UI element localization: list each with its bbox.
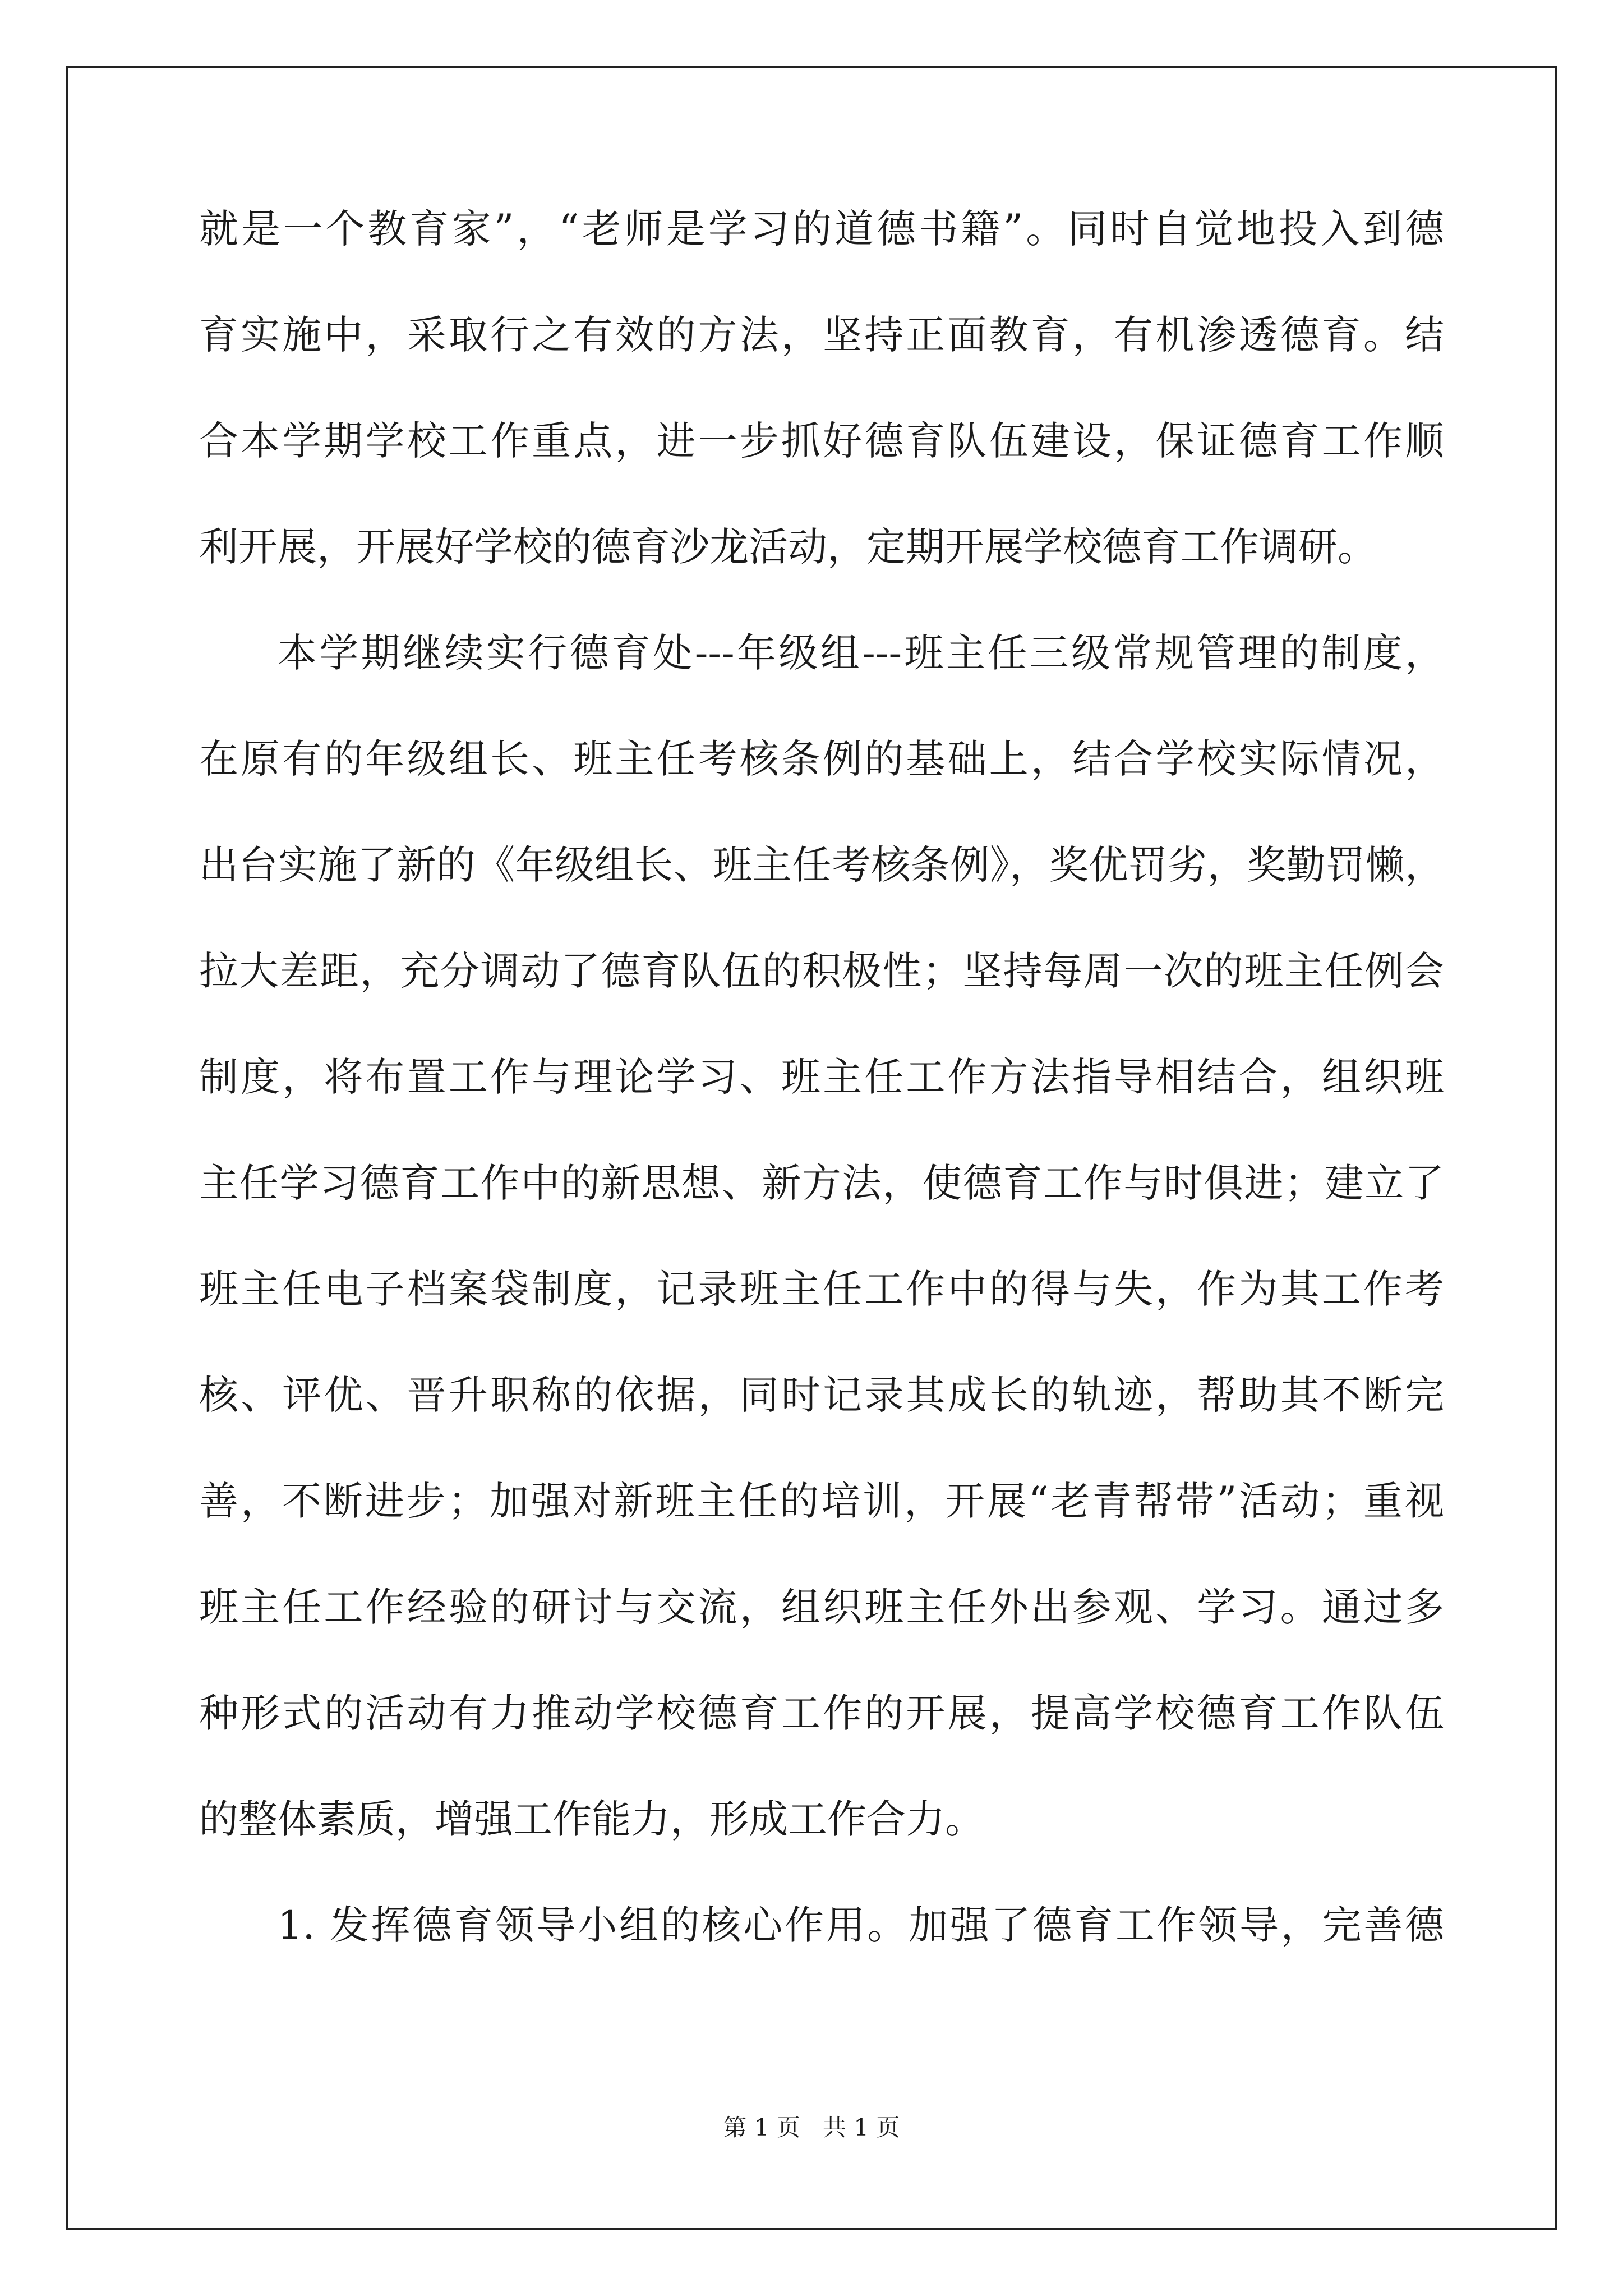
text-line: 主任学习德育工作中的新思想、新方法，使德育工作与时俱进；建立了 — [199, 1160, 1444, 1206]
text-line: 班主任电子档案袋制度，记录班主任工作中的得与失，作为其工作考 — [199, 1266, 1444, 1312]
document-body — [199, 206, 1444, 2009]
text-line: 核、评优、晋升职称的依据，同时记录其成长的轨迹，帮助其不断完 — [199, 1372, 1444, 1418]
text-line: 善，不断进步；加强对新班主任的培训，开展“老青帮带”活动；重视 — [199, 1478, 1444, 1524]
text-line: 班主任工作经验的研讨与交流，组织班主任外出参观、学习。通过多 — [199, 1584, 1444, 1630]
paragraph-start-line: 本学期继续实行德育处---年级组---班主任三级常规管理的制度， — [278, 630, 1444, 676]
text-line: 拉大差距，充分调动了德育队伍的积极性；坚持每周一次的班主任例会 — [199, 948, 1444, 994]
text-line: 制度，将布置工作与理论学习、班主任工作方法指导相结合，组织班 — [199, 1054, 1444, 1100]
text-line: 就是一个教育家”，“老师是学习的道德书籍”。同时自觉地投入到德 — [199, 206, 1444, 252]
page-number-footer: 第 1 页 共 1 页 — [723, 2114, 900, 2141]
text-line: 利开展，开展好学校的德育沙龙活动，定期开展学校德育工作调研。 — [199, 524, 1377, 570]
text-line: 的整体素质，增强工作能力，形成工作合力。 — [199, 1796, 984, 1842]
text-line: 育实施中，采取行之有效的方法，坚持正面教育，有机渗透德育。结 — [199, 312, 1444, 358]
text-line: 出台实施了新的《年级组长、班主任考核条例》，奖优罚劣，奖勤罚懒， — [199, 842, 1444, 888]
text-line: 种形式的活动有力推动学校德育工作的开展，提高学校德育工作队伍 — [199, 1690, 1444, 1736]
text-line: 合本学期学校工作重点，进一步抓好德育队伍建设，保证德育工作顺 — [199, 418, 1444, 464]
text-line: 在原有的年级组长、班主任考核条例的基础上，结合学校实际情况， — [199, 736, 1444, 782]
paragraph-start-line: 1. 发挥德育领导小组的核心作用。加强了德育工作领导，完善德 — [278, 1902, 1444, 1948]
